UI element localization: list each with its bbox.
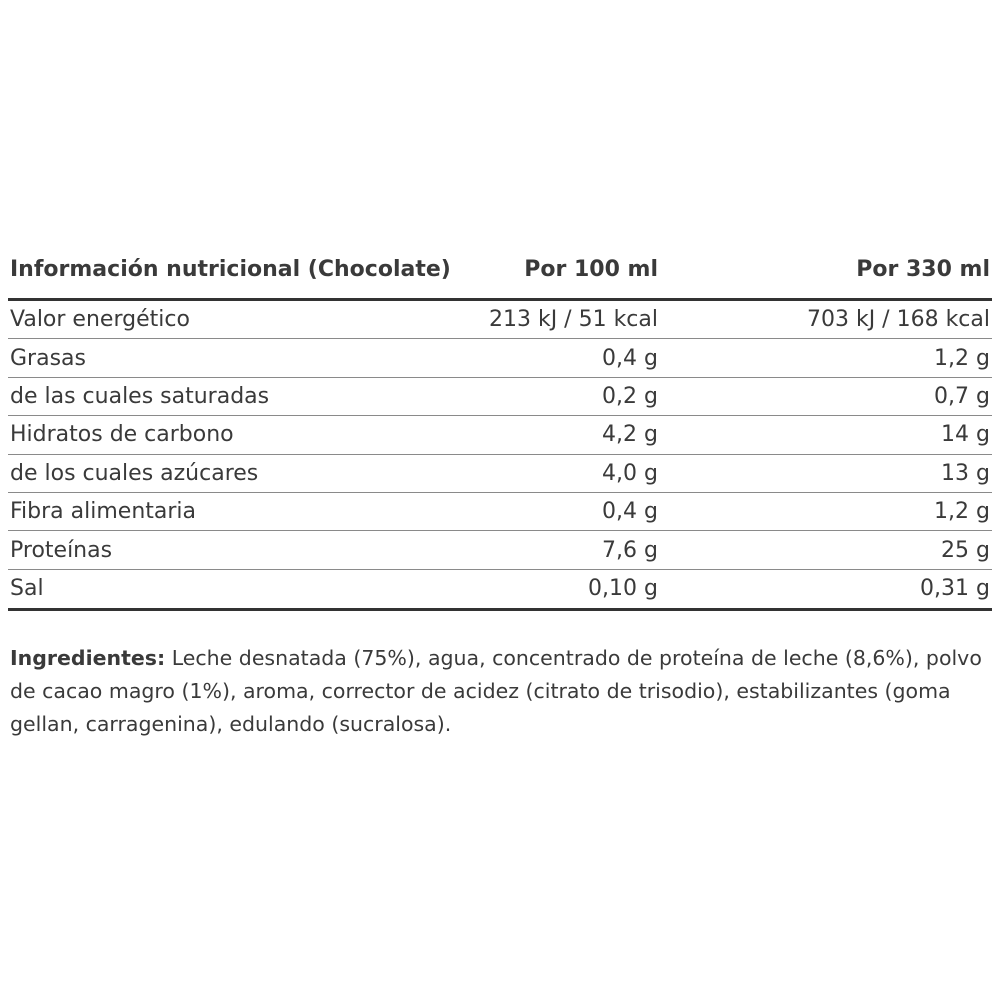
value-per-100ml: 0,2 g <box>602 383 658 409</box>
ingredients-paragraph <box>10 642 985 741</box>
ingredients-label: Ingredientes: <box>10 646 166 670</box>
table-row <box>8 416 992 454</box>
value-per-330ml: 1,2 g <box>934 345 990 371</box>
table-row <box>8 570 992 611</box>
value-per-100ml: 7,6 g <box>602 537 658 563</box>
value-per-100ml: 0,10 g <box>588 576 658 602</box>
table-row <box>8 531 992 569</box>
table-row <box>8 339 992 377</box>
nutrition-table <box>8 226 992 611</box>
value-per-100ml: 0,4 g <box>602 499 658 525</box>
ingredients-text: Leche desnatada (75%), agua, concentrado de proteína de leche (8,6%), polvo de cacao magro (1%), aroma, corrector de acidez (citrato de trisodio), estabilizantes (goma gellan, carragenina), edulando (sucralosa). <box>10 646 982 736</box>
value-per-330ml: 703 kJ / 168 kcal <box>806 307 990 333</box>
nutrient-label: Valor energético <box>10 307 190 333</box>
table-row <box>8 378 992 416</box>
nutrient-label: Fibra alimentaria <box>10 499 197 525</box>
table-row <box>8 301 992 339</box>
nutrient-label: Proteínas <box>10 537 113 563</box>
value-per-100ml: 213 kJ / 51 kcal <box>488 307 658 333</box>
value-per-100ml: 4,0 g <box>602 460 658 486</box>
value-per-100ml: 0,4 g <box>602 345 658 371</box>
value-per-330ml: 0,7 g <box>934 383 990 409</box>
nutrient-label: de los cuales azúcares <box>10 460 259 486</box>
value-per-330ml: 13 g <box>941 460 990 486</box>
nutrient-label: de las cuales saturadas <box>10 383 270 409</box>
table-body <box>8 301 992 611</box>
value-per-330ml: 25 g <box>941 537 990 563</box>
header-title: Información nutricional (Chocolate) <box>10 257 451 282</box>
table-header <box>8 226 992 301</box>
nutrient-label: Sal <box>10 576 44 602</box>
value-per-330ml: 1,2 g <box>934 499 990 525</box>
nutrient-label: Hidratos de carbono <box>10 422 234 448</box>
table-row <box>8 455 992 493</box>
header-per-100ml: Por 100 ml <box>524 257 658 282</box>
header-per-330ml: Por 330 ml <box>856 257 990 282</box>
table-row <box>8 493 992 531</box>
nutrient-label: Grasas <box>10 345 86 371</box>
value-per-100ml: 4,2 g <box>602 422 658 448</box>
value-per-330ml: 14 g <box>941 422 990 448</box>
value-per-330ml: 0,31 g <box>920 576 990 602</box>
